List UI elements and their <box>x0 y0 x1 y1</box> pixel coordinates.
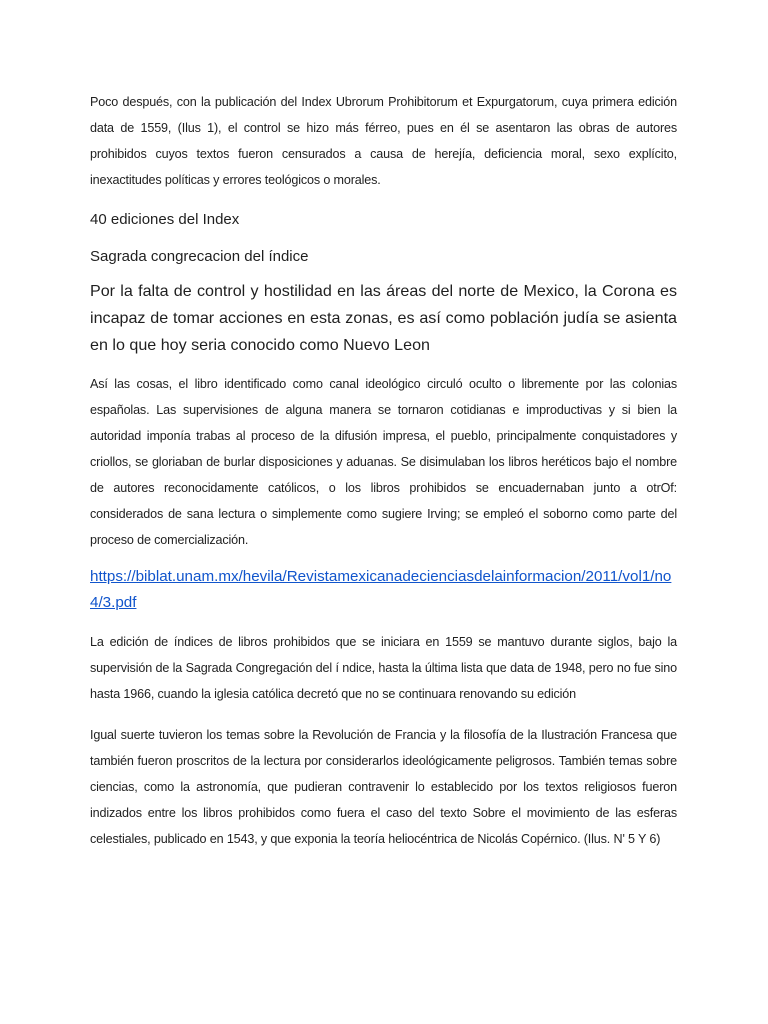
heading-index-editions: 40 ediciones del Index <box>90 211 240 228</box>
paragraph-index-publication: Poco después, con la publicación del Index Ubrorum Prohibitorum et Expurgatorum, cuya primera edición data de 1559, (Ilus 1), el control se hizo más férreo, pues en él se asentaron las obras de autores prohibidos cuyos textos fueron censurados a causa de herejía, deficiencia moral, sexo explícito, inexactitudes políticas y errores teológicos o morales. <box>90 95 677 187</box>
paragraph-libro-canal-ideologico: Así las cosas, el libro identificado como canal ideológico circuló oculto o libremente por las colonias españolas. Las supervisiones de alguna manera se tornaron cotidianas e improductivas y si bien la autoridad imponía trabas al proceso de la difusión impresa, el pueblo, principalmente conquistadores y criollos, se gloriaban de burlar disposiciones y aduanas. Se disimulaban los libros heréticos bajo el nombre de autores reconocidamente católicos, o los libros prohibidos se encuadernaban junto a otrOf: considerados de sana lectura o simplemente como sugiere Irving; se empleó el soborno como parte del proceso de comercialización. <box>90 377 677 547</box>
paragraph-edicion-indices: La edición de índices de libros prohibidos que se iniciara en 1559 se mantuvo durante siglos, bajo la supervisión de la Sagrada Congregación del í ndice, hasta la última lista que data de 1948, pero no fue sino hasta 1966, cuando la iglesia católica decretó que no se continuara renovando su edición <box>90 635 677 701</box>
document-page <box>90 89 677 852</box>
paragraph-igual-suerte: Igual suerte tuvieron los temas sobre la Revolución de Francia y la filosofía de la Ilustración Francesa que también fueron proscritos de la lectura por considerarlos ideológicamente peligrosos. También temas sobre ciencias, como la astronomía, que pudieran contravenir lo establecido por los textos religiosos fueron indizados entre los libros prohibidos como fuera el caso del texto Sobre el movimiento de las esferas celestiales, publicado en 1543, y que exponia la teoría heliocéntrica de Nicolás Copérnico. (Ilus. N' 5 Y 6) <box>90 728 677 846</box>
paragraph-norte-mexico: Por la falta de control y hostilidad en las áreas del norte de Mexico, la Corona es incapaz de tomar acciones en esta zonas, es así como población judía se asienta en lo que hoy seria conocido como Nuevo Leon <box>90 282 677 354</box>
reference-link[interactable]: https://biblat.unam.mx/hevila/Revistamexicanadecienciasdelainformacion/2011/vol1/no4/3.pdf <box>90 568 672 611</box>
heading-sagrada-congregacion: Sagrada congrecacion del índice <box>90 248 309 265</box>
